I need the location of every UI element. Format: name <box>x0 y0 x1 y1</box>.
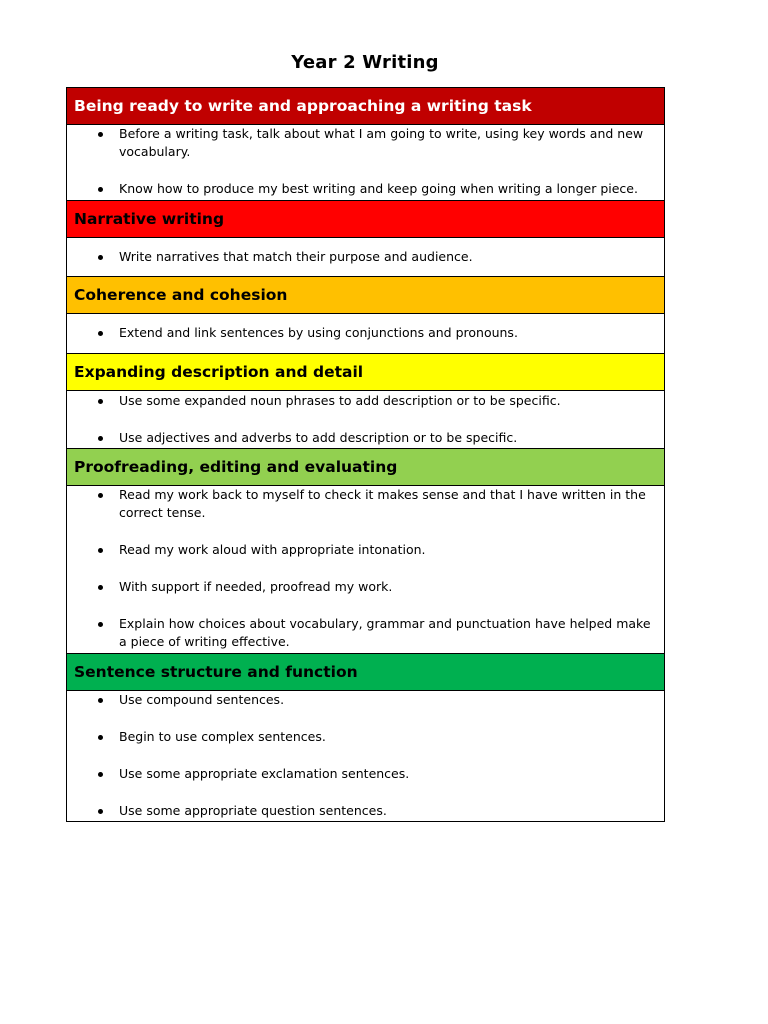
section-header-narrative <box>67 201 664 238</box>
list-item: Extend and link sentences by using conjunctions and pronouns. <box>67 324 656 342</box>
writing-objectives-table <box>66 87 665 822</box>
section-heading-text: Coherence and cohesion <box>74 286 288 304</box>
list-item: Begin to use complex sentences. <box>67 728 656 746</box>
bullet-icon <box>98 585 103 590</box>
bullet-icon <box>98 809 103 814</box>
list-item: Read my work back to myself to check it makes sense and that I have written in the correct tense. <box>67 486 656 522</box>
list-item: Explain how choices about vocabulary, grammar and punctuation have helped make a piece of writing effective. <box>67 615 656 651</box>
section-header-ready-to-write <box>67 88 664 125</box>
section-header-description <box>67 354 664 391</box>
bullet-icon <box>98 331 103 336</box>
section-header-proofreading <box>67 449 664 486</box>
section-body-sentence-structure <box>67 691 664 822</box>
page-title: Year 2 Writing <box>291 52 439 73</box>
list-item: Read my work aloud with appropriate intonation. <box>67 541 656 559</box>
section-header-sentence-structure <box>67 654 664 691</box>
list-item: Before a writing task, talk about what I am going to write, using key words and new vocabulary. <box>67 125 656 161</box>
section-heading-text: Proofreading, editing and evaluating <box>74 458 398 476</box>
list-item: Know how to produce my best writing and keep going when writing a longer piece. <box>67 180 656 198</box>
list-item: Write narratives that match their purpose and audience. <box>67 248 656 266</box>
section-body-proofreading <box>67 486 664 654</box>
section-header-coherence <box>67 277 664 314</box>
bullet-icon <box>98 187 103 192</box>
bullet-icon <box>98 493 103 498</box>
list-item: With support if needed, proofread my work. <box>67 578 656 596</box>
bullet-icon <box>98 436 103 441</box>
bullet-icon <box>98 698 103 703</box>
section-body-coherence <box>67 314 664 354</box>
section-heading-text: Narrative writing <box>74 210 225 228</box>
bullet-icon <box>98 255 103 260</box>
list-item: Use some expanded noun phrases to add description or to be specific. <box>67 392 656 410</box>
bullet-icon <box>98 735 103 740</box>
section-heading-text: Expanding description and detail <box>74 363 364 381</box>
bullet-icon <box>98 548 103 553</box>
bullet-icon <box>98 622 103 627</box>
section-body-ready-to-write <box>67 125 664 201</box>
list-item: Use some appropriate exclamation sentences. <box>67 765 656 783</box>
list-item: Use some appropriate question sentences. <box>67 802 656 820</box>
bullet-icon <box>98 399 103 404</box>
list-item: Use adjectives and adverbs to add description or to be specific. <box>67 429 656 447</box>
list-item: Use compound sentences. <box>67 691 656 709</box>
bullet-icon <box>98 772 103 777</box>
bullet-icon <box>98 132 103 137</box>
section-heading-text: Sentence structure and function <box>74 663 358 681</box>
section-body-narrative <box>67 238 664 277</box>
section-body-description <box>67 391 664 449</box>
section-heading-text: Being ready to write and approaching a writing task <box>74 97 532 115</box>
